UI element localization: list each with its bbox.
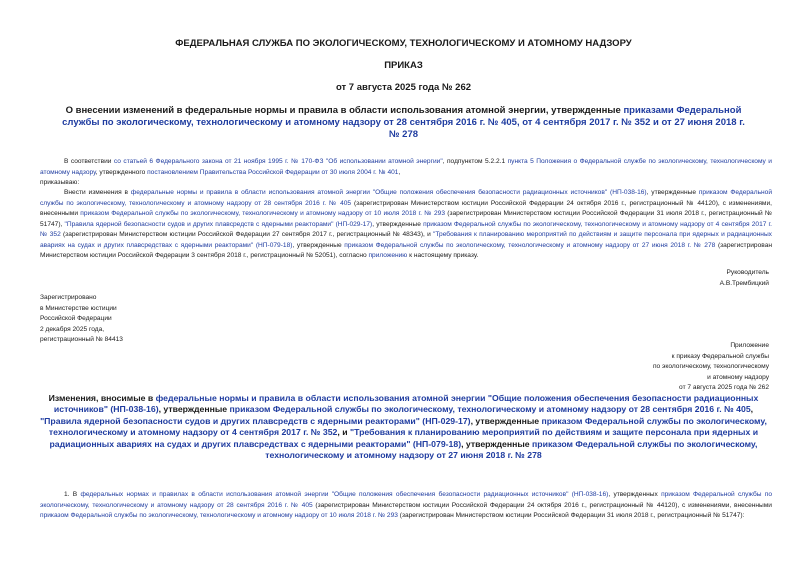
order-word: ПРИКАЗ [384,60,423,71]
registration-line: 2 декабря 2025 года, [40,325,105,333]
registration-line: регистрационный № 84413 [40,336,123,343]
ordered-word: приказываю: [40,179,80,186]
text: , и [337,427,350,438]
signer-name: А.В.Трембицкий [719,279,769,287]
link-np-038-16[interactable]: федеральные нормы и правила в области использования атомной энергии "Общие положения обеспечения безопасности радиационных источников" (НП-038-16) [130,189,647,196]
paragraph-basis [40,157,772,178]
link-np-029-17[interactable]: "Правила ядерной безопасности судов и других плавсредств с ядерными реакторами" (НП-029-17) [64,220,373,228]
link-order-405[interactable]: приказом Федеральной службы по экологическому, технологическому и атомному надзору от 28 сентября 2016 г. № 405 [40,189,773,207]
registration-block [40,293,123,346]
registration-line: Зарегистрировано [40,294,97,301]
text: 1. В [64,491,81,498]
link-order-278[interactable]: приказом Федеральной службы по экологическому, технологическому и атомному надзору от 27 июня 2018 г. № 278 [344,241,716,249]
text: (зарегистрирован Министерством юстиции Российской Федерации 31 июля 2018 г., регистрационный № 51747): [397,512,745,519]
text: , подпунктом 5.2.2.1 [442,158,508,165]
appendix-line: от 7 августа 2025 года № 262 [679,384,769,391]
text: , утвержденные [461,438,533,449]
link-np-038-16[interactable]: федеральных нормах и правилах в области использования атомной энергии "Общие положения обеспечения безопасности радиационных источников" (НП-038-16) [80,491,609,498]
text: (зарегистрирован Министерством юстиции Российской Федерации 24 октября 2016 г., регистрационный № 44120), с изменениями, внесенными [40,199,772,217]
text: (зарегистрирован Министерством юстиции Российской Федерации 31 июля 2018 г., регистрационный № 51747), [40,210,772,228]
signer-role: Руководитель [726,269,769,276]
order-subject [60,105,747,141]
text: , утвержденного [95,168,148,176]
text: (зарегистрирован Министерством юстиции Российской Федерации 3 сентября 2018 г., регистрационный № 52051), согласно [40,241,772,259]
link-government-decree[interactable]: постановлением Правительства Российской Федерации от 30 июля 2004 г. № 401 [147,168,399,176]
agency-name: ФЕДЕРАЛЬНАЯ СЛУЖБА ПО ЭКОЛОГИЧЕСКОМУ, ТЕХНОЛОГИЧЕСКОМУ И АТОМНОМУ НАДЗОРУ [175,38,632,49]
text: (зарегистрирован Министерством юстиции Российской Федерации 27 сентября 2017 г., регистрационный № 48343), и [60,231,434,238]
link-order-405[interactable]: приказом Федеральной службы по экологическому, технологическому и атомному надзору от 28 сентября 2016 г. № 405 [40,491,773,509]
signature-block [720,268,769,289]
text: В соответствии [64,158,114,165]
paragraph-changes [40,188,772,262]
link-np-079-18[interactable]: "Требования к планированию мероприятий по действиям и защите персонала при ядерных и радиационных авариях на судах и других плавсредствах с ядерными реакторами" (НП-079-18) [49,427,759,449]
text: , утвержденные [470,415,542,426]
appendix-header [653,341,769,394]
link-regulation[interactable]: пункта 5 Положения о Федеральной службе по экологическому, технологическому и атомному надзору [40,158,772,176]
registration-line: в Министерстве юстиции [40,304,117,312]
subject-link[interactable]: приказами Федеральной службы по экологическому, технологическому и атомному надзору от 28 сентября 2016 г. № 405, от 4 сентября 2017 г. № 352 и от 27 июня 2018 г. № 278 [62,105,745,140]
link-order-278[interactable]: приказом Федеральной службы по экологическому, технологическому и атомному надзору от 27 июня 2018 г. № 278 [265,438,758,461]
text: , утвержденные [372,220,424,228]
text: , утвержденные [646,189,699,196]
appendix-title [40,393,767,461]
appendix-line: по экологическому, технологическому [652,363,769,370]
link-federal-law[interactable]: со статьей 6 Федерального закона от 21 ноября 1995 г. № 170-ФЗ "Об использовании атомной энергии" [113,158,443,165]
appendix-line: Приложение [730,342,769,349]
link-order-352[interactable]: приказом Федеральной службы по экологическому, технологическому и атомному надзору от 4 сентября 2017 г. № 352 [40,220,772,238]
text: (зарегистрирован Министерством юстиции Российской Федерации 24 октября 2016 г., регистрационный № 44120), с изменениями, внесенными [312,501,772,509]
text: , [750,404,754,415]
text: к настоящему приказу. [407,252,479,259]
order-date: от 7 августа 2025 года № 262 [335,82,472,93]
link-order-405[interactable]: приказом Федеральной службы по экологическому, технологическому и атомному надзору от 28 сентября 2016 г. № 405 [229,404,751,415]
appendix-line: к приказу Федеральной службы [671,352,769,360]
link-np-029-17[interactable]: "Правила ядерной безопасности судов и других плавсредств с ядерными реакторами" (НП-029-17) [40,415,471,426]
text: Внести изменения в [64,189,131,196]
registration-line: Российской Федерации [40,315,112,322]
link-order-293[interactable]: приказом Федеральной службы по экологическому, технологическому и атомному надзору от 10 июля 2018 г. № 293 [80,210,445,217]
link-appendix[interactable]: приложению [368,252,408,259]
text: , утвержденных [608,491,662,498]
paragraph-item-1 [40,490,772,522]
text: , утвержденные [158,404,230,415]
text: , [398,168,401,176]
appendix-line: и атомному надзору [707,373,769,381]
text: , утвержденные [292,241,345,249]
subject-text: О внесении изменений в федеральные нормы и правила в области использования атомной энергии, утвержденные [65,105,624,116]
link-np-038-16[interactable]: федеральные нормы и правила в области использования атомной энергии "Общие положения обеспечения безопасности радиационных источников" (НП-038-16) [53,393,759,415]
link-np-079-18[interactable]: "Требования к планированию мероприятий по действиям и защите персонала при ядерных и радиационных авариях на судах и других плавсредствах с ядерными реакторами" (НП-079-18) [40,231,772,249]
link-order-352[interactable]: приказом Федеральной службы по экологическому, технологическому и атомному надзору от 4 сентября 2017 г. № 352 [48,415,767,438]
text: Изменения, вносимые в [48,393,156,403]
link-order-293[interactable]: приказом Федеральной службы по экологическому, технологическому и атомному надзору от 10 июля 2018 г. № 293 [40,512,398,519]
